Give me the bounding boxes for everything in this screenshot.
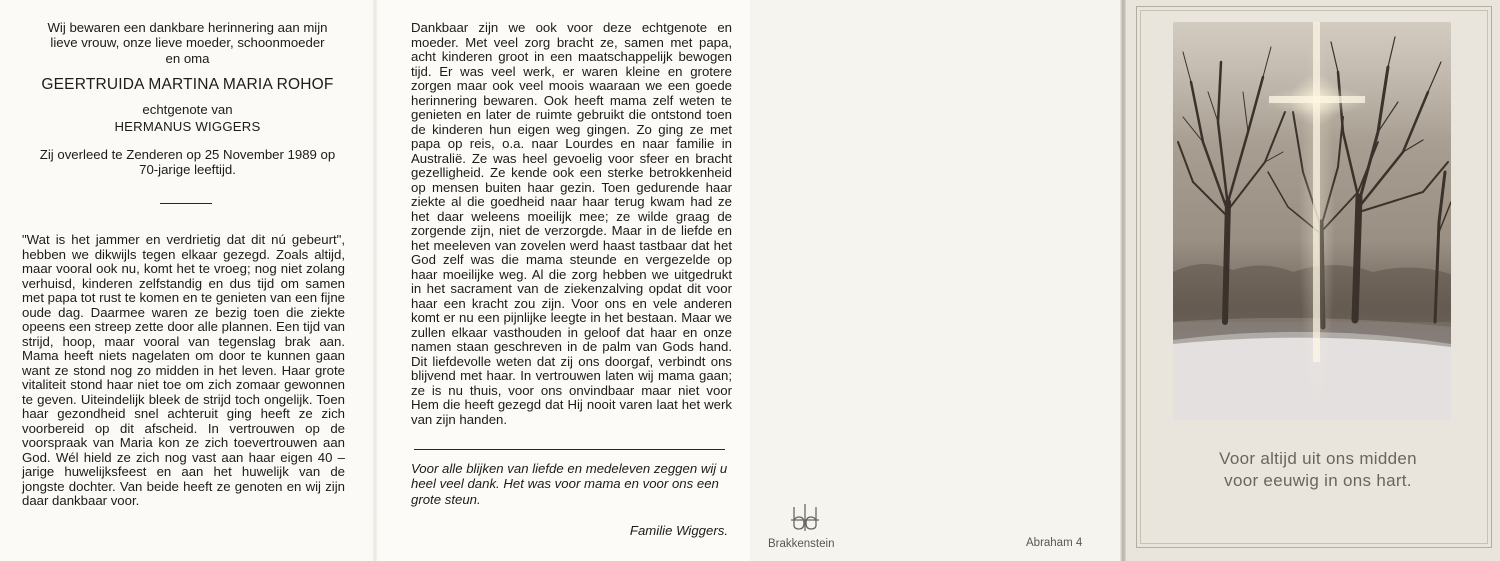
card-code: Abraham 4 [1026,537,1083,549]
verse-line: voor eeuwig in ons hart. [1224,470,1412,490]
cover-photo-winter-trees-cross [1173,22,1451,420]
dedication-line: Wij bewaren een dankbare herinnering aan mijn [47,20,328,35]
thanks-text: Voor alle blijken van liefde en medeleven zeggen wij u heel veel dank. Het was voor mama en voor ons een grote steun. [411,461,728,507]
death-line: Zij overleed te Zenderen op 25 November 1989 op [39,147,336,162]
family-signature: Familie Wiggers. [629,523,728,538]
cover-verse [1160,448,1476,491]
death-notice [20,147,355,178]
fold-line [1120,0,1126,561]
publisher-logo-icon [788,501,822,533]
divider [160,203,212,204]
memorial-text [22,233,345,509]
dedication-line: en oma [165,50,210,66]
card-panel-back [750,0,1124,561]
deceased-name: GEERTRUIDA MARTINA MARIA ROHOF [41,76,334,93]
spouse-intro: echtgenote van [142,102,233,117]
divider [414,449,725,450]
spouse-name: HERMANUS WIGGERS [114,119,261,134]
fold-line [372,0,378,561]
memorial-text-continued [411,21,732,427]
dedication-line: lieve vrouw, onze lieve moeder, schoonmoeder [50,35,325,51]
memorial-paragraph: "Wat is het jammer en verdrietig dat dit nú gebeurt", hebben we dikwijls tegen elkaar gezegd. Zoals altijd, maar vooral ook nu, komt het te vroeg; nog niet zolang verhuisd, kinderen zelfstandig en dus tijd om samen met papa tot rust te komen en te genieten van een fijne oude dag. Daarmee waren ze bezig toen die ziekte opeens een streep zette door alle plannen. Een tijd van strijd, hoop, maar vooral van tegenslag brak aan. Mama heeft niets nagelaten om door te kunnen gaan want ze stond nog zo midden in het leven. Haar grote vitaliteit stond haar niet toe om zich zomaar gewonnen te geven. Uiteindelijk bleek de strijd toch ongelijk. Toen haar gezondheid snel achteruit ging heeft ze zich voorbereid op dit afscheid. In vertrouwen op de voorspraak van Maria kon ze zich toevertrouwen aan God. Wél hield ze zich nog vast aan haar eigen 40 – jarige huwelijksfeest en aan het huwelijk van de jongste dochter. Van beide heeft ze genoten en wij zijn daar dankbaar voor. [22,232,345,508]
death-line: 70-jarige leeftijd. [139,162,236,178]
dedication [20,20,355,66]
verse-line: Voor altijd uit ons midden [1219,449,1417,468]
memorial-paragraph: Dankbaar zijn we ook voor deze echtgenote en moeder. Met veel zorg bracht ze, samen met papa, acht kinderen groot in een maatschappelijk bewogen tijd. Er was veel werk, er waren kleine en grotere zorgen maar ook veel moois waaraan we een goede herinnering bewaren. Ook heeft mama zelf weten te genieten en later de ruimte gebruikt die ontstond toen de kinderen hun eigen weg gingen. Zo ging ze met papa op reis, o.a. naar Lourdes en naar familie in Australië. Ze was heel gevoelig voor sfeer en bracht gezelligheid. Ze kende ook een sterke betrokkenheid op mensen buiten haar gezin. Toen gedurende haar ziekte al die goedheid naar haar terug kwam had ze het daar weleens moeilijk mee; ze wilde graag de zorgende zijn, niet de verzorgde. Maar in de liefde en het meeleven van zovelen werd haast tastbaar dat het God zelf was die mama steunde en vergezelde op haar moeilijke weg. Al die zorg hebben we uitgedrukt in het sacrament van de ziekenzalving opdat dit voor haar een kracht zou zijn. Voor ons en vele anderen komt er nu een pijnlijke leegte in het bestaan. Maar we zullen elkaar vasthouden in geloof dat haar en onze namen staan geschreven in de palm van Gods hand. Dit liefdevolle weten dat zij ons doorgaf, verbindt ons blijvend met haar. In vertrouwen laten wij mama gaan; ze is nu thuis, voor ons onvindbaar maar niet voor Hem die heeft gezegd dat Hij nooit varen laat het werk van zijn handen. [411,20,732,427]
publisher-name: Brakkenstein [768,538,835,550]
